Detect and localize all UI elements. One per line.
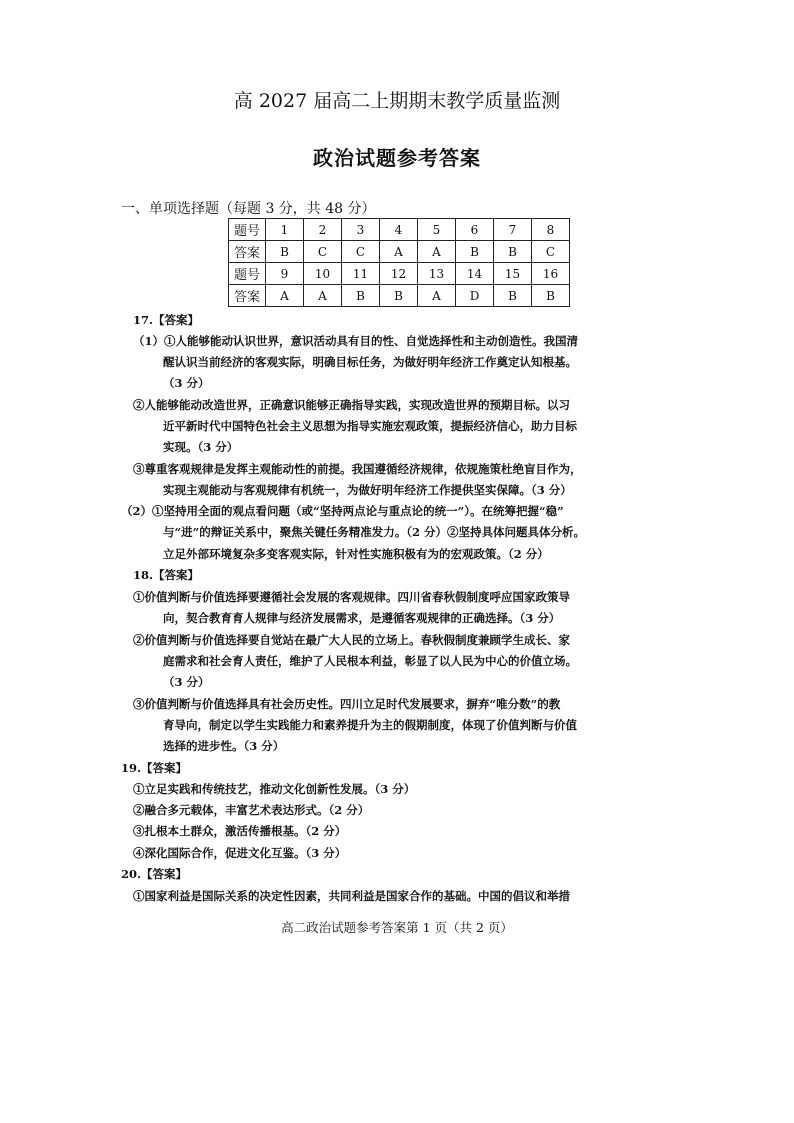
answer-heading-17: 17.【答案】 — [133, 313, 200, 327]
text-line: 向，契合教育育人规律与经济发展需求，是遵循客观规律的正确选择。（3 分） — [163, 611, 561, 625]
table-cell: D — [456, 285, 494, 307]
table-row — [229, 241, 570, 263]
answer-heading-20: 20.【答案】 — [121, 867, 188, 881]
text-line: ②价值判断与价值选择要自觉站在最广大人民的立场上。春秋假制度兼顾学生成长、家 — [133, 633, 570, 647]
row-label: 题号 — [229, 219, 266, 241]
row-label: 答案 — [229, 285, 266, 307]
text-line: （3 分） — [163, 376, 210, 390]
table-cell: 2 — [304, 219, 342, 241]
text-line: 实现。（3 分） — [163, 440, 239, 454]
table-cell: 14 — [456, 263, 494, 285]
table-cell: 5 — [418, 219, 456, 241]
table-cell: A — [304, 285, 342, 307]
table-cell: A — [266, 285, 304, 307]
table-cell: B — [266, 241, 304, 263]
table-cell: A — [418, 285, 456, 307]
table-cell: B — [380, 285, 418, 307]
table-cell: B — [494, 241, 532, 263]
table-cell: 11 — [342, 263, 380, 285]
row-label: 题号 — [229, 263, 266, 285]
table-cell: 1 — [266, 219, 304, 241]
text-line: （3 分） — [163, 675, 210, 689]
table-cell: B — [342, 285, 380, 307]
text-line: ②融合多元载体，丰富艺术表达形式。（2 分） — [133, 803, 370, 817]
text-line: 选择的进步性。（3 分） — [163, 739, 285, 753]
answer-heading-19: 19.【答案】 — [121, 761, 188, 775]
table-cell: 8 — [532, 219, 570, 241]
table-cell: B — [494, 285, 532, 307]
table-cell: C — [304, 241, 342, 263]
table-cell: 13 — [418, 263, 456, 285]
table-cell: 3 — [342, 219, 380, 241]
table-row — [229, 219, 570, 241]
page-title: 高 2027 届高二上期期末教学质量监测 — [233, 90, 561, 112]
text-line: 立足外部环境复杂多变客观实际，针对性实施积极有为的宏观政策。（2 分） — [163, 547, 549, 561]
table-cell: 16 — [532, 263, 570, 285]
page-footer: 高二政治试题参考答案第 1 页（共 2 页） — [281, 920, 513, 935]
text-line: 近平新时代中国特色社会主义思想为指导实施宏观政策，提振经济信心，助力目标 — [163, 419, 577, 433]
text-line: ③尊重客观规律是发挥主观能动性的前提。我国遵循经济规律，依规施策杜绝盲目作为， — [133, 462, 582, 476]
table-cell: 7 — [494, 219, 532, 241]
table-row — [229, 263, 570, 285]
table-cell: 12 — [380, 263, 418, 285]
table-cell: B — [456, 241, 494, 263]
text-line: ①国家利益是国际关系的决定性因素，共同利益是国家合作的基础。中国的倡议和举措 — [133, 889, 570, 903]
table-cell: C — [532, 241, 570, 263]
table-row — [229, 285, 570, 307]
text-line: ①立足实践和传统技艺，推动文化创新性发展。（3 分） — [133, 782, 416, 796]
answer-heading-18: 18.【答案】 — [133, 568, 200, 582]
table-cell: 10 — [304, 263, 342, 285]
section-heading: 一、单项选择题（每题 3 分，共 48 分） — [121, 201, 376, 217]
text-line: 醒认识当前经济的客观实际，明确目标任务，为做好明年经济工作奠定认知根基。 — [163, 355, 577, 369]
text-line: ③价值判断与价值选择具有社会历史性。四川立足时代发展要求，摒弃“唯分数”的教 — [133, 697, 561, 711]
text-line: ③扎根本土群众，激活传播根基。（2 分） — [133, 824, 347, 838]
text-line: 与“进”的辩证关系中，聚焦关键任务精准发力。（2 分）②坚持具体问题具体分析。 — [163, 525, 585, 539]
table-cell: C — [342, 241, 380, 263]
text-line: 庭需求和社会育人责任，维护了人民根本利益，彰显了以人民为中心的价值立场。 — [163, 654, 577, 668]
table-cell: A — [380, 241, 418, 263]
table-cell: 9 — [266, 263, 304, 285]
text-line: （1）①人能够能动认识世界，意识活动具有目的性、自觉选择性和主动创造性。我国清 — [133, 334, 578, 348]
text-line: ②人能够能动改造世界，正确意识能够正确指导实践，实现改造世界的预期目标。以习 — [133, 398, 570, 412]
text-line: 实现主观能动与客观规律有机统一，为做好明年经济工作提供坚实保障。（3 分） — [163, 483, 572, 497]
table-cell: 15 — [494, 263, 532, 285]
row-label: 答案 — [229, 241, 266, 263]
text-line: ④深化国际合作，促进文化互鉴。（3 分） — [133, 846, 347, 860]
text-line: （2）①坚持用全面的观点看问题（或“坚持两点论与重点论的统一”）。在统筹把握“稳” — [121, 504, 564, 518]
answer-table — [228, 218, 570, 307]
text-line: ①价值判断与价值选择要遵循社会发展的客观规律。四川省春秋假制度呼应国家政策导 — [133, 590, 570, 604]
page-subtitle: 政治试题参考答案 — [313, 146, 481, 170]
table-cell: A — [418, 241, 456, 263]
table-cell: 6 — [456, 219, 494, 241]
text-line: 育导向，制定以学生实践能力和素养提升为主的假期制度，体现了价值判断与价值 — [163, 718, 577, 732]
table-cell: B — [532, 285, 570, 307]
table-cell: 4 — [380, 219, 418, 241]
